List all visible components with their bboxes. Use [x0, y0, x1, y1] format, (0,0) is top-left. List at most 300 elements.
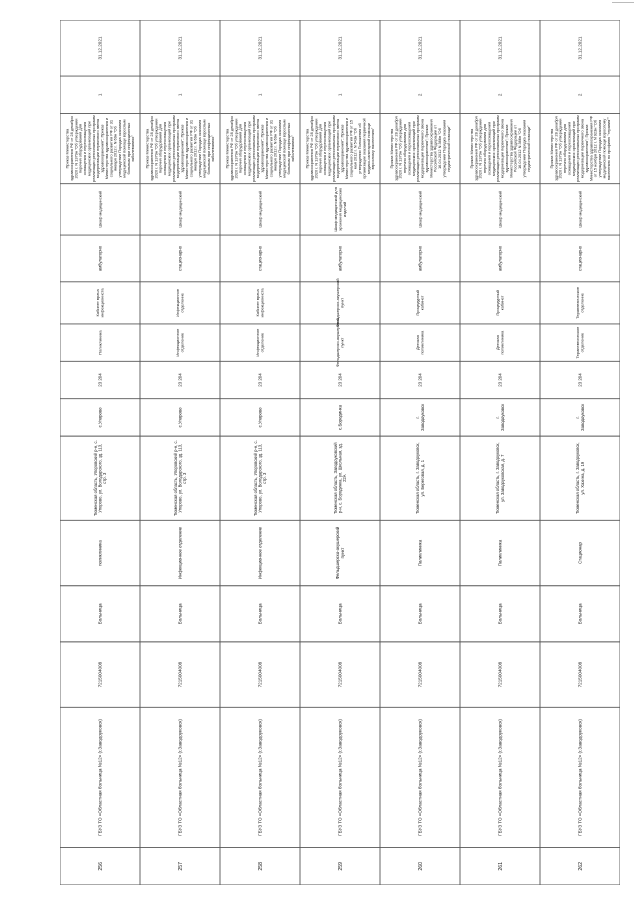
- cell-profile: [497, 245, 502, 271]
- cell-date: [98, 36, 103, 59]
- cell-text-address: Тюменская область, Заводоуковский: [332, 442, 338, 515]
- cell-text-address: Тюменская область, г. Заводоуковск,: [415, 442, 421, 514]
- cell-text-basis: перечня оборудования для: [562, 124, 568, 174]
- cell-text-basis: больным при инфекционных: [285, 122, 291, 175]
- cell-text-basis: здравоохранения РФ от 28 декабря: [68, 116, 74, 181]
- cell-text-code: 23 204: [577, 373, 583, 387]
- cell-text-basis: Министерства здравоохранения: [508, 119, 514, 178]
- cell-date: [418, 36, 423, 59]
- cell-text-unit: пункт: [339, 547, 345, 559]
- cell-text-basis: медицинской помощи взрослым: [281, 119, 287, 178]
- cell-text-code: 23 204: [177, 373, 183, 387]
- cell-basis: [389, 115, 451, 182]
- cell-text-address: Тюменская область, Упоровский р-н, с.: [172, 440, 178, 517]
- cell-basis: [549, 115, 611, 182]
- cell-text-qty: 1: [177, 93, 183, 97]
- cell-text-num: 261: [497, 861, 504, 871]
- cell-address: [415, 442, 425, 514]
- cell-text-basis: оснащения и переоснащения: [82, 121, 88, 176]
- cell-unit: [258, 526, 263, 579]
- cell-text-address: Упорово, ул. Володарского, зд. 113,: [177, 443, 183, 513]
- cell-text-room: инфекциониста: [259, 288, 265, 318]
- cell-text-basis: перечня оборудования для: [77, 124, 83, 174]
- cell-type: [178, 603, 183, 624]
- cell-text-num: 262: [577, 861, 584, 871]
- cell-basis: [469, 115, 531, 182]
- cell-qty: [98, 93, 103, 96]
- cell-text-basis: перечня оборудования для: [402, 124, 408, 174]
- cell-text-profile: амбулаторно: [97, 245, 103, 272]
- cell-text-date: 31.12.2021: [257, 36, 263, 60]
- cell-text-basis: утверждении Порядка оказания: [197, 119, 203, 178]
- cell-text-address: 22А: [342, 474, 348, 482]
- cell-text-basis: Министерства здравоохранения РФ: [588, 116, 594, 182]
- cell-text-equipment: Шкаф медицинский: [497, 191, 503, 228]
- cell-text-basis: мая 2012 г. N 543н "Об: [352, 128, 358, 170]
- cell-dept: [175, 328, 184, 357]
- cell-text-unit: Инфекционное отделение: [257, 526, 263, 580]
- cell-text-equipment: Шкаф медицинский: [417, 191, 423, 228]
- cell-profile: [177, 245, 182, 271]
- cell-code: [338, 373, 343, 387]
- cell-text-type: Больница: [497, 603, 503, 625]
- cell-text-equipment: Шкаф медицинский для: [332, 187, 338, 232]
- cell-text-inn: 7215004008: [257, 661, 263, 688]
- cell-text-room: Кабинет врача: [95, 289, 101, 317]
- cell-text-basis: медицинских организаций при: [490, 121, 496, 176]
- cell-room: [95, 288, 104, 318]
- cell-text-qty: 2: [577, 93, 583, 97]
- cell-text-basis: Приказ Министерства: [224, 128, 230, 169]
- cell-text-basis: реализации региональных программ: [250, 115, 256, 182]
- cell-text-code: 23 204: [497, 373, 503, 387]
- cell-text-profile: амбулаторно: [497, 245, 503, 272]
- cell-equipment: [417, 191, 422, 228]
- cell-text-basis: заболеваниях": [290, 135, 296, 162]
- cell-num: [498, 862, 504, 871]
- cell-text-dept: Инфекционное: [175, 328, 181, 357]
- cell-locality: [495, 404, 505, 431]
- cell-text-dept: Поликлиника: [97, 330, 103, 355]
- cell-text-basis: оснащения и переоснащения: [566, 121, 572, 176]
- cell-text-type: Больница: [177, 603, 183, 625]
- cell-num: [418, 862, 424, 871]
- cell-text-basis: утверждении Порядка оказания: [597, 119, 603, 178]
- cell-date: [498, 36, 503, 59]
- cell-text-basis: Приказ Министерства: [388, 128, 394, 169]
- cell-equipment: [97, 191, 102, 228]
- cell-text-basis: Министерства здравоохранения и: [103, 117, 109, 180]
- cell-text-inn: 7215004008: [417, 661, 423, 688]
- cell-unit: [98, 540, 103, 566]
- cell-locality: [178, 407, 183, 428]
- cell-locality: [415, 404, 425, 431]
- cell-text-basis: здравоохранения РФ от 28 декабря: [473, 116, 479, 181]
- cell-text-locality: Заводоуковск: [419, 403, 425, 431]
- cell-org: [418, 719, 423, 836]
- cell-text-address: Тюменская область, Упоровский р-н, с.: [92, 440, 98, 517]
- cell-text-qty: 2: [417, 93, 423, 97]
- cell-text-dept: Фельдшерско-акушерский: [335, 318, 341, 368]
- cell-text-basis: медицинской помощи взрослым: [121, 119, 127, 178]
- cell-text-profile: стационарно: [177, 245, 183, 271]
- cell-text-basis: 2020 г. N 1379н "Об утверждении: [397, 118, 403, 179]
- cell-text-address: стр. 3: [262, 472, 268, 484]
- cell-date: [338, 36, 343, 59]
- cell-text-basis: перечня оборудования для: [317, 124, 323, 174]
- cell-locality: [98, 407, 103, 428]
- cell-qty: [418, 93, 423, 96]
- cell-text-basis: 2020 г. N 1379н "Об утверждении: [73, 118, 79, 179]
- cell-text-profile: амбулаторно: [417, 245, 423, 272]
- cell-equipment: [257, 191, 262, 228]
- cell-address: [253, 440, 267, 516]
- cell-text-basis: медицинских организаций при: [326, 121, 332, 176]
- cell-profile: [337, 245, 342, 271]
- cell-text-unit: Стационар: [577, 542, 583, 564]
- table-grid: [60, 20, 620, 885]
- cell-address: [575, 442, 585, 514]
- cell-text-date: 31.12.2021: [177, 36, 183, 60]
- cell-text-basis: педиатрической помощи": [525, 125, 531, 172]
- cell-qty: [498, 93, 503, 96]
- cell-dept: [415, 330, 424, 355]
- cell-text-basis: здравоохранения РФ от 28 декабря: [553, 116, 559, 181]
- cell-text-basis: модернизации первичного звена: [335, 119, 341, 179]
- cell-text-basis: медицинских организаций при: [246, 121, 252, 176]
- cell-text-dept: Инфекционное: [255, 328, 261, 357]
- cell-text-num: 260: [417, 861, 424, 871]
- cell-text-equipment: хранения медицинских: [337, 187, 343, 231]
- cell-type: [418, 603, 423, 624]
- cell-text-qty: 1: [257, 93, 263, 97]
- cell-text-dept: поликлиника: [419, 330, 425, 355]
- cell-room: [255, 288, 264, 318]
- cell-room: [495, 290, 504, 316]
- cell-inn: [578, 661, 583, 687]
- cell-text-locality: с.Упорово: [177, 407, 183, 428]
- cell-text-profile: амбулаторно: [337, 245, 343, 272]
- cell-text-date: 31.12.2021: [337, 36, 343, 60]
- cell-text-code: 23 204: [257, 373, 263, 387]
- cell-text-basis: Приказ Министерства: [548, 128, 554, 169]
- cell-org: [98, 719, 103, 836]
- cell-address: [495, 442, 505, 514]
- scan-edge-mark: [612, 2, 634, 3]
- cell-text-address: Упорово, ул. Володарского, зд. 113,: [97, 443, 103, 513]
- cell-text-code: 23 204: [417, 373, 423, 387]
- cell-qty: [178, 93, 183, 96]
- cell-text-room: Кабинет врача: [255, 289, 261, 317]
- cell-type: [578, 603, 583, 624]
- cell-text-basis: заболеваниях": [130, 135, 136, 162]
- cell-inn: [498, 661, 503, 687]
- cell-text-qty: 2: [497, 93, 503, 97]
- cell-text-basis: здравоохранения"; Приказ: [99, 124, 105, 173]
- cell-text-basis: здравоохранения"; Приказ: [259, 124, 265, 173]
- cell-text-code: 23 204: [337, 373, 343, 387]
- cell-text-qty: 1: [97, 93, 103, 97]
- cell-text-basis: Приказ Министерства: [64, 128, 70, 169]
- cell-text-basis: января 2012 г. N 69н "Об: [112, 126, 118, 171]
- cell-text-room: Фельдшерско-акушерский: [335, 278, 341, 328]
- cell-text-address: Упорово, ул. Володарского, зд. 113,: [257, 443, 263, 513]
- cell-text-org: ГБУЗ ТО «Областная больница №12» (г.Заводоуковск): [337, 719, 343, 836]
- cell-room: [575, 286, 584, 319]
- cell-text-basis: организации оказания первичной: [361, 118, 367, 179]
- cell-text-org: ГБУЗ ТО «Областная больница №12» (г.Заводоуковск): [497, 719, 503, 836]
- cell-text-basis: перечня оборудования для: [482, 124, 488, 174]
- cell-text-dept: отделение: [259, 332, 265, 353]
- cell-text-basis: Приказ Министерства: [468, 128, 474, 169]
- cell-text-inn: 7215004008: [97, 661, 103, 688]
- cell-text-room: Процедурный: [495, 290, 501, 316]
- cell-org: [258, 719, 263, 836]
- cell-text-basis: модернизации первичного звена: [175, 119, 181, 179]
- cell-text-basis: 16.04.2012 N 366н "Об: [517, 128, 523, 169]
- cell-text-org: ГБУЗ ТО «Областная больница №12» (г.Заводоуковск): [97, 719, 103, 836]
- cell-equipment: [577, 191, 582, 228]
- cell-text-inn: 7215004008: [497, 661, 503, 688]
- cell-text-locality: с.Бородинка: [337, 404, 343, 430]
- cell-text-basis: января 2012 г. N 69н "Об: [272, 126, 278, 171]
- cell-type: [98, 603, 103, 624]
- cell-text-locality: г.: [495, 416, 501, 419]
- cell-text-basis: педиатрической помощи": [445, 125, 451, 172]
- cell-text-equipment: Шкаф медицинский: [577, 191, 583, 228]
- cell-code: [258, 373, 263, 387]
- cell-text-address: р-н, с. Бородинка, ул. Школьная, зд.: [337, 443, 343, 514]
- cell-code: [578, 373, 583, 387]
- cell-text-basis: реализации региональных программ: [170, 115, 176, 182]
- cell-org: [498, 719, 503, 836]
- cell-text-basis: 16.04.2012 N 366н "Об: [437, 128, 443, 169]
- cell-code: [418, 373, 423, 387]
- cell-dept: [575, 326, 584, 359]
- cell-text-basis: здравоохранения РФ от 28 декабря: [148, 116, 154, 181]
- cell-text-type: Больница: [257, 603, 263, 625]
- cell-text-equipment: Шкаф медицинский: [257, 191, 263, 228]
- cell-num: [98, 862, 104, 871]
- cell-text-unit: поликлиника: [97, 540, 103, 566]
- cell-org: [178, 719, 183, 836]
- cell-text-basis: перечня оборудования для: [157, 124, 163, 174]
- cell-text-room: Инфекционное: [175, 288, 181, 317]
- cell-profile: [577, 245, 582, 271]
- cell-text-basis: здравоохранения РФ от 28 декабря: [228, 116, 234, 181]
- cell-text-org: ГБУЗ ТО «Областная больница №12» (г.Заводоуковск): [257, 719, 263, 836]
- cell-text-basis: больным при инфекционных: [205, 122, 211, 175]
- cell-text-locality: г.: [575, 416, 581, 419]
- cell-text-type: Больница: [337, 603, 343, 625]
- cell-text-basis: здравоохранения"; Приказ: [583, 124, 589, 173]
- cell-text-basis: модернизации первичного звена: [255, 119, 261, 179]
- cell-text-org: ГБУЗ ТО «Областная больница №12» (г.Заводоуковск): [177, 719, 183, 836]
- cell-text-basis: Министерства здравоохранения и: [263, 117, 269, 180]
- cell-text-basis: здравоохранения РФ от 28 декабря: [308, 116, 314, 181]
- cell-text-basis: социального развития РФ от 31: [108, 119, 114, 178]
- cell-text-basis: Приказ Министерства: [144, 128, 150, 169]
- cell-text-basis: модернизации первичного звена: [419, 119, 425, 179]
- cell-text-address: Тюменская область, г. Заводоуковск,: [575, 442, 581, 514]
- cell-inn: [338, 661, 343, 687]
- cell-text-dept: Детская: [415, 335, 421, 351]
- cell-basis: [305, 115, 376, 182]
- cell-text-room: инфекциониста: [99, 288, 105, 318]
- cell-text-room: отделение: [179, 293, 185, 313]
- cell-inn: [418, 661, 423, 687]
- cell-text-room: Терапевтическое: [575, 286, 581, 319]
- cell-text-room: отделение: [579, 293, 585, 313]
- cell-text-basis: социального развития РФ от 31: [188, 119, 194, 178]
- cell-text-unit: Поликлиника: [497, 539, 503, 567]
- cell-text-unit: Фельдшерско-акушерский: [335, 526, 341, 580]
- cell-text-type: Больница: [97, 603, 103, 625]
- cell-text-date: 31.12.2021: [417, 36, 423, 60]
- rotated-equipment-table: [60, 20, 620, 885]
- cell-address: [333, 442, 347, 514]
- cell-basis: [65, 115, 136, 182]
- cell-profile: [97, 245, 102, 271]
- cell-text-basis: оснащения и переоснащения: [406, 121, 412, 176]
- cell-text-basis: модернизации первичного звена: [499, 119, 505, 179]
- cell-text-basis: реализации региональных программ: [575, 115, 581, 182]
- cell-text-basis: 2020 г. N 1379н "Об утверждении: [233, 118, 239, 179]
- cell-text-profile: стационарно: [577, 245, 583, 271]
- cell-text-type: Больница: [577, 603, 583, 625]
- cell-unit: [418, 539, 423, 566]
- cell-text-basis: оснащения и переоснащения: [242, 121, 248, 176]
- cell-num: [578, 862, 584, 871]
- cell-text-org: ГБУЗ ТО «Областная больница №12» (г.Заводоуковск): [417, 719, 423, 836]
- cell-date: [258, 36, 263, 59]
- cell-text-basis: перечня оборудования для: [237, 124, 243, 174]
- cell-dept: [97, 330, 102, 355]
- cell-text-basis: от 15 ноября 2012 г. N 923н "Об: [592, 119, 598, 178]
- cell-date: [178, 36, 183, 59]
- cell-text-inn: 7215004008: [577, 661, 583, 688]
- cell-text-basis: оснащения и переоснащения: [322, 121, 328, 176]
- cell-text-num: 257: [177, 861, 184, 871]
- cell-text-dept: отделение: [579, 332, 585, 353]
- cell-type: [258, 603, 263, 624]
- cell-text-basis: Министерства здравоохранения и: [343, 117, 349, 180]
- cell-type: [338, 603, 343, 624]
- cell-text-basis: 2020 г. N 1379н "Об утверждении: [477, 118, 483, 179]
- cell-text-basis: социального развития РФ от 31: [268, 119, 274, 178]
- cell-text-basis: утверждении Порядка оказания: [117, 119, 123, 178]
- cell-text-basis: января 2012 г. N 69н "Об: [192, 126, 198, 171]
- cell-text-basis: здравоохранения РФ от 28 декабря: [393, 116, 399, 181]
- cell-text-address: ул. Береговая, д. 1: [419, 459, 425, 497]
- cell-text-date: 31.12.2021: [577, 36, 583, 60]
- cell-text-room: кабинет: [499, 295, 505, 311]
- cell-equipment: [177, 191, 182, 228]
- cell-text-basis: больным при инфекционных: [125, 122, 131, 175]
- cell-text-basis: здравоохранения"; Приказ: [179, 124, 185, 173]
- cell-text-basis: здравоохранения"; Приказ: [339, 124, 345, 173]
- cell-text-basis: заболеваниях": [210, 135, 216, 162]
- cell-text-basis: медицинских организаций при: [410, 121, 416, 176]
- cell-unit: [178, 526, 183, 579]
- cell-text-equipment: изделий: [341, 201, 347, 217]
- cell-text-basis: утверждении Порядка оказания: [441, 119, 447, 178]
- cell-text-basis: утверждении Порядка оказания: [277, 119, 283, 178]
- cell-text-num: 259: [337, 861, 344, 871]
- cell-qty: [578, 93, 583, 96]
- cell-locality: [338, 404, 343, 429]
- cell-text-inn: 7215004008: [337, 661, 343, 688]
- cell-inn: [98, 661, 103, 687]
- cell-org: [578, 719, 583, 836]
- cell-text-basis: реализации региональных программ: [415, 115, 421, 182]
- cell-text-basis: здравоохранения"; Приказ: [423, 124, 429, 173]
- cell-profile: [417, 245, 422, 271]
- cell-text-basis: медико-санитарной помощи: [365, 123, 371, 175]
- cell-type: [498, 603, 503, 624]
- cell-basis: [145, 115, 216, 182]
- cell-inn: [258, 661, 263, 687]
- cell-text-address: стр. 3: [102, 472, 108, 484]
- cell-text-basis: 2020 г. N 1379н "Об утверждении: [557, 118, 563, 179]
- cell-date: [578, 36, 583, 59]
- cell-text-basis: утверждении Положения об: [357, 123, 363, 174]
- cell-text-basis: Российской Федерации от: [512, 124, 518, 173]
- cell-text-org: ГБУЗ ТО «Областная больница №12» (г.Заводоуковск): [577, 719, 583, 836]
- cell-text-address: стр. 3: [182, 472, 188, 484]
- cell-text-address: Тюменская область, г. Заводоуковск,: [495, 442, 501, 514]
- cell-address: [93, 440, 107, 516]
- cell-text-equipment: Шкаф медицинский: [97, 191, 103, 228]
- cell-text-basis: модернизации первичного звена: [579, 119, 585, 179]
- cell-text-basis: населению по профилю "терапия"": [605, 116, 611, 181]
- cell-text-basis: 2020 г. N 1379н "Об утверждении: [313, 118, 319, 179]
- cell-profile: [257, 245, 262, 271]
- cell-org: [338, 719, 343, 836]
- cell-text-address: ул. Хахина, д. 19: [579, 461, 585, 495]
- cell-text-basis: Министерства здравоохранения: [428, 119, 434, 178]
- cell-text-basis: реализации региональных программ: [330, 115, 336, 182]
- cell-text-profile: стационарно: [257, 245, 263, 271]
- cell-text-basis: реализации региональных программ: [495, 115, 501, 182]
- cell-text-dept: Терапевтическое: [575, 326, 581, 359]
- cell-text-locality: с.Упорово: [257, 407, 263, 428]
- cell-inn: [178, 661, 183, 687]
- cell-room: [335, 278, 344, 327]
- cell-text-basis: 2020 г. N 1379н "Об утверждении: [153, 118, 159, 179]
- cell-text-type: Больница: [417, 603, 423, 625]
- cell-num: [338, 862, 344, 871]
- cell-text-num: 258: [257, 861, 264, 871]
- cell-text-dept: отделение: [179, 332, 185, 353]
- cell-text-locality: г.: [415, 416, 421, 419]
- cell-text-code: 23 204: [97, 373, 103, 387]
- cell-text-unit: Инфекционное отделение: [177, 526, 183, 580]
- cell-text-basis: медицинской помощи взрослому: [601, 118, 607, 179]
- cell-text-unit: Поликлиника: [417, 539, 423, 567]
- cell-unit: [498, 539, 503, 566]
- cell-qty: [258, 93, 263, 96]
- cell-dept: [495, 330, 504, 355]
- cell-text-basis: Приказ Министерства: [304, 128, 310, 169]
- cell-text-dept: Детская: [495, 335, 501, 351]
- cell-text-basis: взрослому населению": [370, 127, 376, 170]
- cell-text-dept: пункт: [339, 337, 345, 348]
- cell-text-basis: оснащения и переоснащения: [162, 121, 168, 176]
- cell-text-basis: социального развития РФ от 15: [348, 119, 354, 178]
- cell-text-locality: Заводоуковск: [579, 403, 585, 431]
- cell-text-basis: утверждении Порядка оказания: [521, 119, 527, 178]
